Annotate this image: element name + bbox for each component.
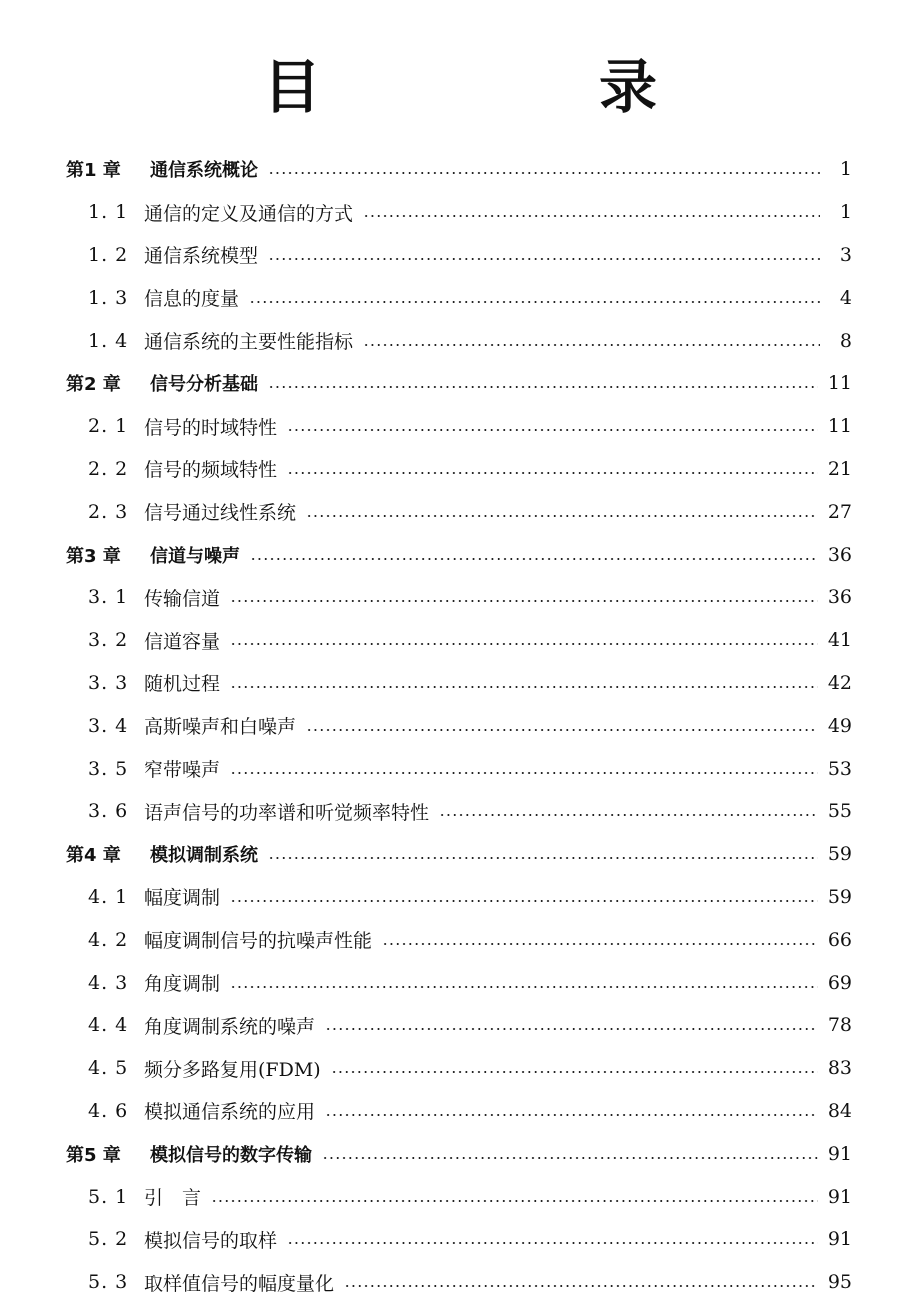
- entry-title: 窄带噪声: [144, 759, 221, 782]
- entry-title: 模拟调制系统: [150, 845, 258, 867]
- entry-title: 信道容量: [144, 630, 221, 653]
- dot-leader: [306, 515, 818, 517]
- entry-number: 4. 4: [88, 1014, 129, 1037]
- entry-number: 第5 章: [66, 1144, 121, 1166]
- entry-page-number: 91: [827, 1228, 852, 1251]
- entry-title: 角度调制系统的噪声: [144, 1015, 316, 1038]
- dot-leader: [268, 172, 820, 174]
- dot-leader: [344, 1285, 818, 1287]
- entry-number: 3. 4: [88, 714, 129, 737]
- toc-chapter-entry: [0, 1132, 920, 1175]
- toc-chapter-entry: [0, 833, 920, 876]
- entry-number: 4. 5: [88, 1057, 129, 1080]
- toc-section-entry: [0, 1047, 920, 1090]
- entry-title: 信号通过线性系统: [144, 502, 297, 525]
- dot-leader: [268, 386, 818, 388]
- entry-page-number: 1: [839, 158, 852, 181]
- dot-leader: [230, 772, 818, 774]
- toc-section-entry: [0, 662, 920, 705]
- entry-number: 3. 1: [88, 586, 129, 609]
- entry-title: 高斯噪声和白噪声: [144, 716, 297, 739]
- toc-section-entry: [0, 405, 920, 448]
- toc-chapter-entry: [0, 148, 920, 191]
- entry-number: 3. 3: [88, 671, 129, 694]
- entry-page-number: 69: [827, 971, 852, 994]
- dot-leader: [230, 900, 818, 902]
- dot-leader: [325, 1114, 818, 1116]
- toc-section-entry: [0, 319, 920, 362]
- dot-leader: [268, 258, 820, 260]
- entry-page-number: 53: [827, 757, 852, 780]
- entry-page-number: 83: [827, 1057, 852, 1080]
- entry-title: 信息的度量: [144, 288, 240, 311]
- entry-title: 通信的定义及通信的方式: [144, 202, 354, 225]
- entry-page-number: 11: [827, 415, 852, 438]
- toc-section-entry: [0, 747, 920, 790]
- entry-number: 5. 1: [88, 1185, 129, 1208]
- entry-number: 第3 章: [66, 545, 121, 567]
- entry-number: 3. 2: [88, 629, 129, 652]
- entry-number: 4. 1: [88, 885, 129, 908]
- entry-page-number: 41: [827, 629, 852, 652]
- entry-title: 通信系统的主要性能指标: [144, 331, 354, 354]
- entry-title: 模拟信号的数字传输: [150, 1144, 312, 1166]
- entry-title: 模拟通信系统的应用: [144, 1101, 316, 1124]
- entry-title: 幅度调制信号的抗噪声性能: [144, 930, 373, 953]
- toc-section-entry: [0, 276, 920, 319]
- entry-title: 取样值信号的幅度量化: [144, 1272, 335, 1295]
- toc-section-entry: [0, 490, 920, 533]
- dot-leader: [331, 1071, 818, 1073]
- entry-title: 频分多路复用(FDM): [144, 1058, 321, 1081]
- entry-title: 信号分析基础: [150, 374, 258, 396]
- dot-leader: [306, 729, 818, 731]
- entry-page-number: 91: [827, 1185, 852, 1208]
- entry-number: 1. 3: [88, 286, 129, 309]
- entry-page-number: 1: [839, 201, 852, 224]
- toc-section-entry: [0, 961, 920, 1004]
- table-of-contents: [0, 148, 920, 1304]
- entry-number: 3. 5: [88, 757, 129, 780]
- toc-section-entry: [0, 1004, 920, 1047]
- entry-page-number: 4: [839, 286, 852, 309]
- dot-leader: [439, 814, 818, 816]
- toc-section-entry: [0, 619, 920, 662]
- entry-title: 引 言: [144, 1187, 202, 1210]
- entry-number: 第2 章: [66, 374, 121, 396]
- entry-number: 2. 2: [88, 457, 129, 480]
- entry-page-number: 36: [827, 543, 852, 566]
- entry-number: 4. 2: [88, 928, 129, 951]
- toc-chapter-entry: [0, 533, 920, 576]
- entry-number: 第1 章: [66, 160, 121, 182]
- toc-section-entry: [0, 234, 920, 277]
- entry-number: 1. 2: [88, 243, 129, 266]
- entry-title: 语声信号的功率谱和听觉频率特性: [144, 801, 430, 824]
- entry-number: 1. 1: [88, 201, 129, 224]
- entry-page-number: 66: [827, 928, 852, 951]
- entry-title: 通信系统模型: [144, 245, 259, 268]
- dot-leader: [287, 429, 818, 431]
- dot-leader: [230, 643, 818, 645]
- entry-page-number: 3: [839, 243, 852, 266]
- toc-section-entry: [0, 1090, 920, 1133]
- toc-section-entry: [0, 191, 920, 234]
- entry-page-number: 11: [827, 372, 852, 395]
- entry-page-number: 78: [827, 1014, 852, 1037]
- entry-page-number: 55: [827, 800, 852, 823]
- dot-leader: [268, 857, 818, 859]
- entry-page-number: 42: [827, 671, 852, 694]
- dot-leader: [249, 301, 820, 303]
- entry-title: 通信系统概论: [150, 160, 258, 182]
- entry-title: 信号的频域特性: [144, 459, 278, 482]
- page-title: 目 录: [262, 53, 767, 121]
- entry-number: 2. 1: [88, 415, 129, 438]
- entry-title: 角度调制: [144, 973, 221, 996]
- dot-leader: [230, 686, 818, 688]
- entry-number: 3. 6: [88, 800, 129, 823]
- entry-title: 信道与噪声: [150, 545, 240, 567]
- entry-title: 模拟信号的取样: [144, 1229, 278, 1252]
- toc-section-entry: [0, 1175, 920, 1218]
- entry-page-number: 59: [827, 885, 852, 908]
- toc-section-entry: [0, 918, 920, 961]
- entry-page-number: 91: [827, 1142, 852, 1165]
- dot-leader: [322, 1157, 818, 1159]
- toc-chapter-entry: [0, 362, 920, 405]
- entry-page-number: 49: [827, 714, 852, 737]
- toc-section-entry: [0, 1218, 920, 1261]
- entry-page-number: 27: [827, 500, 852, 523]
- toc-section-entry: [0, 876, 920, 919]
- entry-title: 传输信道: [144, 587, 221, 610]
- dot-leader: [382, 943, 818, 945]
- dot-leader: [363, 215, 820, 217]
- toc-section-entry: [0, 704, 920, 747]
- entry-page-number: 8: [839, 329, 852, 352]
- toc-section-entry: [0, 1261, 920, 1304]
- dot-leader: [325, 1028, 818, 1030]
- toc-section-entry: [0, 576, 920, 619]
- dot-leader: [287, 472, 818, 474]
- entry-number: 5. 2: [88, 1228, 129, 1251]
- toc-section-entry: [0, 790, 920, 833]
- entry-number: 2. 3: [88, 500, 129, 523]
- toc-section-entry: [0, 448, 920, 491]
- entry-number: 第4 章: [66, 845, 121, 867]
- entry-page-number: 21: [827, 457, 852, 480]
- entry-number: 4. 3: [88, 971, 129, 994]
- dot-leader: [287, 1242, 818, 1244]
- entry-page-number: 59: [827, 843, 852, 866]
- dot-leader: [230, 986, 818, 988]
- entry-page-number: 95: [827, 1271, 852, 1294]
- entry-page-number: 84: [827, 1099, 852, 1122]
- entry-page-number: 36: [827, 586, 852, 609]
- entry-title: 幅度调制: [144, 887, 221, 910]
- dot-leader: [230, 600, 818, 602]
- entry-number: 1. 4: [88, 329, 129, 352]
- entry-number: 5. 3: [88, 1271, 129, 1294]
- dot-leader: [363, 344, 820, 346]
- entry-title: 信号的时域特性: [144, 416, 278, 439]
- dot-leader: [211, 1200, 818, 1202]
- dot-leader: [250, 558, 818, 560]
- entry-title: 随机过程: [144, 673, 221, 696]
- entry-number: 4. 6: [88, 1099, 129, 1122]
